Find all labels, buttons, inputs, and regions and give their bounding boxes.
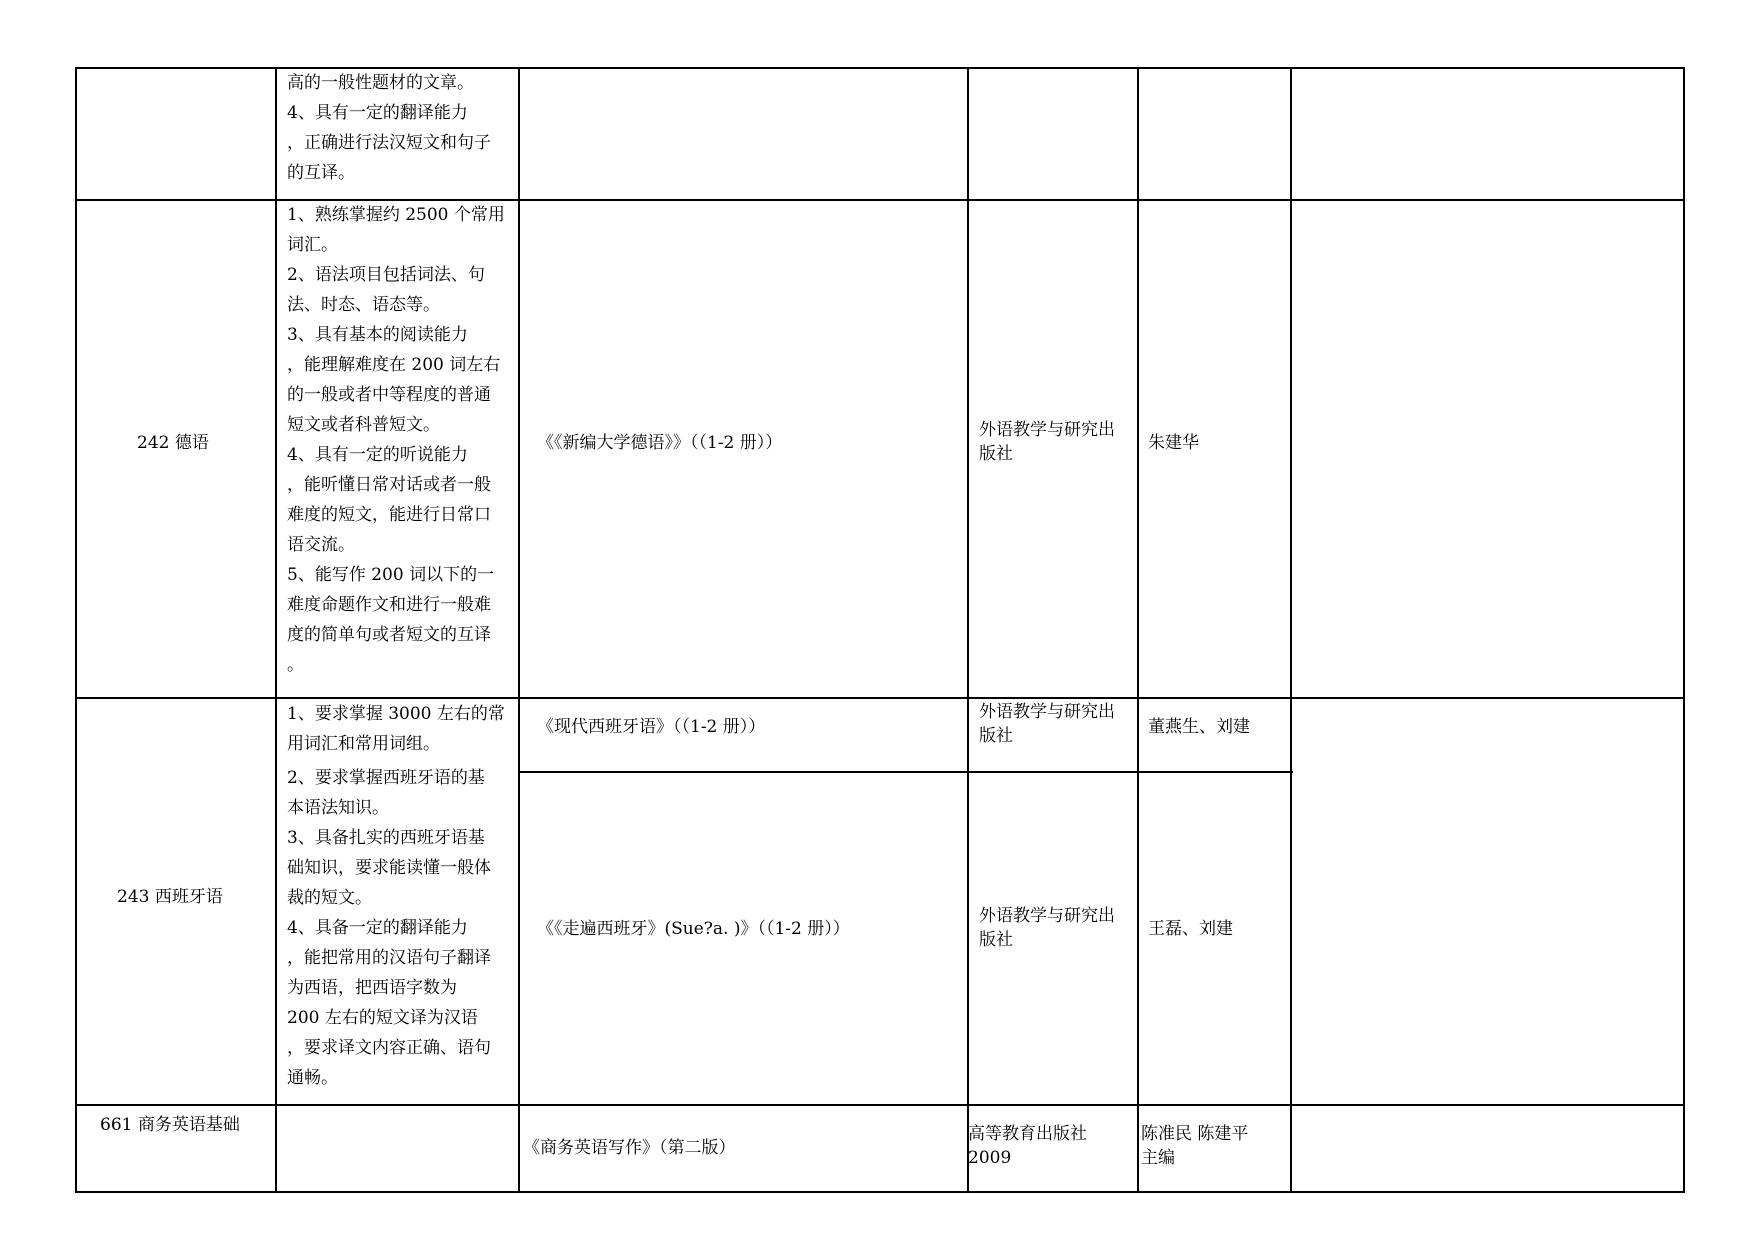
row-divider-3 — [75, 1104, 1685, 1106]
req-line: ，正确进行法汉短文和句子 — [287, 133, 491, 153]
publisher-line: 版社 — [979, 930, 1013, 950]
req-line: 难度命题作文和进行一般难 — [287, 595, 491, 615]
publisher-line: 2009 — [968, 1148, 1012, 1168]
req-line: 度的简单句或者短文的互译 — [287, 625, 491, 645]
publisher-german — [979, 418, 1115, 466]
author-line: 主编 — [1141, 1148, 1175, 1168]
req-line: ，要求译文内容正确、语句 — [287, 1038, 491, 1058]
publisher-business-english — [968, 1122, 1087, 1170]
req-line: 的互译。 — [287, 163, 355, 183]
req-line: 2、要求掌握西班牙语的基 — [287, 768, 485, 788]
author-spanish-suena: 王磊、刘建 — [1148, 919, 1233, 939]
publisher-spanish-suena — [979, 904, 1115, 952]
req-line: ，能听懂日常对话或者一般 — [287, 475, 491, 495]
req-line: 4、具备一定的翻译能力 — [287, 918, 468, 938]
row-subdivider-2 — [518, 771, 1293, 773]
req-line: 的一般或者中等程度的普通 — [287, 385, 491, 405]
req-line: 语交流。 — [287, 535, 355, 555]
req-line: 词汇。 — [287, 235, 338, 255]
req-line: 难度的短文，能进行日常口 — [287, 505, 491, 525]
req-line: 2、语法项目包括词法、句 — [287, 265, 485, 285]
author-spanish-modern: 董燕生、刘建 — [1148, 717, 1250, 737]
req-line: 为西语，把西语字数为 — [287, 978, 457, 998]
req-line: 高的一般性题材的文章。 — [287, 73, 474, 93]
author-german: 朱建华 — [1148, 433, 1199, 453]
row0-requirements — [287, 68, 491, 188]
book-german: 《《新编大学德语》》（（1-2 册）） — [537, 433, 783, 453]
subject-german: 242 德语 — [137, 433, 209, 453]
publisher-line: 高等教育出版社 — [968, 1124, 1087, 1144]
table-border-right — [1683, 67, 1685, 1193]
book-spanish-modern: 《现代西班牙语》（（1-2 册）） — [537, 717, 766, 737]
subject-spanish: 243 西班牙语 — [117, 887, 223, 907]
req-line: 本语法知识。 — [287, 798, 389, 818]
req-line: 1、要求掌握 3000 左右的常 — [287, 704, 505, 724]
col-divider-3 — [967, 67, 969, 1193]
req-line: 裁的短文。 — [287, 888, 372, 908]
req-line: 3、具备扎实的西班牙语基 — [287, 828, 485, 848]
publisher-spanish-modern — [979, 700, 1115, 748]
req-line: 础知识，要求能读懂一般体 — [287, 858, 491, 878]
publisher-line: 外语教学与研究出 — [979, 420, 1115, 440]
req-line: 1、熟练掌握约 2500 个常用 — [287, 205, 505, 225]
req-line: 短文或者科普短文。 — [287, 415, 440, 435]
author-line: 陈准民 陈建平 — [1141, 1124, 1249, 1144]
req-line: 200 左右的短文译为汉语 — [287, 1008, 478, 1028]
req-line: 法、时态、语态等。 — [287, 295, 440, 315]
req-line: 。 — [287, 655, 304, 675]
col-divider-4 — [1137, 67, 1139, 1193]
publisher-line: 版社 — [979, 444, 1013, 464]
row2-requirements-b — [287, 763, 491, 1093]
req-line: 5、能写作 200 词以下的一 — [287, 565, 495, 585]
subject-business-english: 661 商务英语基础 — [100, 1115, 240, 1135]
req-line: ，能理解难度在 200 词左右 — [287, 355, 501, 375]
row2-requirements-a — [287, 699, 505, 759]
col-divider-1 — [275, 67, 277, 1193]
req-line: 3、具有基本的阅读能力 — [287, 325, 468, 345]
book-spanish-suena: 《《走遍西班牙》(Sue?a. )》（（1-2 册）） — [537, 919, 850, 939]
table-border-bottom — [75, 1191, 1685, 1193]
req-line: ，能把常用的汉语句子翻译 — [287, 948, 491, 968]
book-business-english: 《商务英语写作》（第二版） — [523, 1138, 736, 1158]
col-divider-5 — [1290, 67, 1292, 1193]
publisher-line: 外语教学与研究出 — [979, 702, 1115, 722]
publisher-line: 版社 — [979, 726, 1013, 746]
req-line: 4、具有一定的听说能力 — [287, 445, 468, 465]
author-business-english — [1141, 1122, 1248, 1170]
req-line: 用词汇和常用词组。 — [287, 734, 440, 754]
row1-requirements — [287, 200, 505, 680]
req-line: 4、具有一定的翻译能力 — [287, 103, 468, 123]
col-divider-2 — [518, 67, 520, 1193]
table-border-left — [75, 67, 77, 1193]
req-line: 通畅。 — [287, 1068, 338, 1088]
publisher-line: 外语教学与研究出 — [979, 906, 1115, 926]
